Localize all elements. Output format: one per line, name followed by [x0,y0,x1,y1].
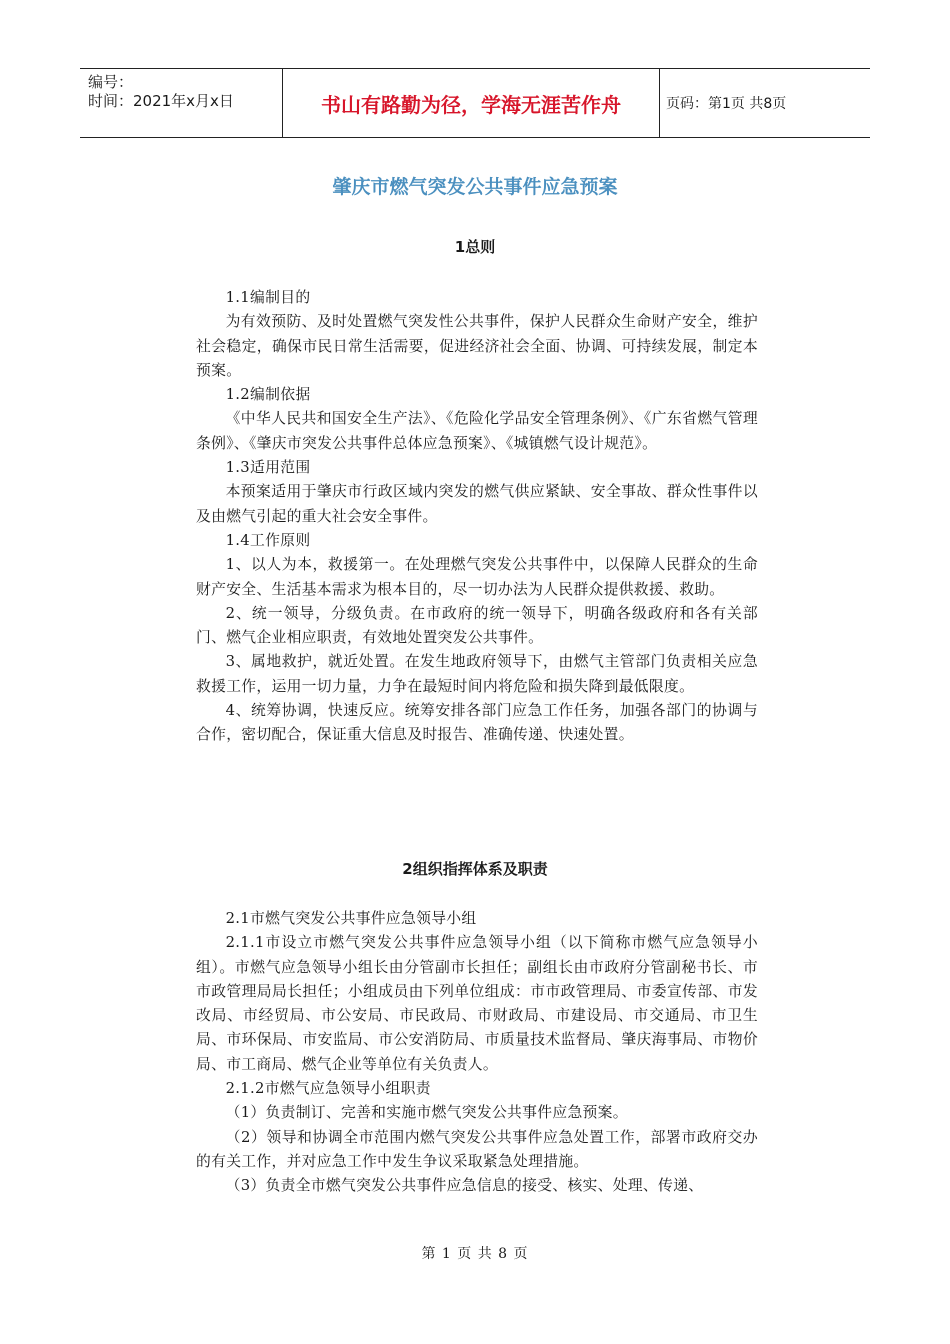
page-footer: 第 1 页 共 8 页 [421,1246,529,1262]
paragraph: 《中华人民共和国安全生产法》、《危险化学品安全管理条例》、《广东省燃气管理条例》、《肇庆市突发公共事件总体应急预案》、《城镇燃气设计规范》。 [196,410,758,452]
paragraph: （2）领导和协调全市范围内燃气突发公共事件应急处置工作，部署市政府交办的有关工作，并对应急工作中发生争议采取紧急处理措施。 [196,1128,758,1170]
number-label: 编号： [88,73,134,91]
paragraph: 1、以人为本，救援第一。在处理燃气突发公共事件中，以保障人民群众的生命财产安全、生活基本需求为根本目的，尽一切办法为人民群众提供救援、救助。 [196,556,758,598]
paragraph: 为有效预防、及时处置燃气突发性公共事件，保护人民群众生命财产安全，维护社会稳定，确保市民日常生活需要，促进经济社会全面、协调、可持续发展，制定本预案。 [196,313,758,379]
page-header [80,68,870,138]
header-page-label: 页码：第1页 共8页 [666,96,787,112]
subheading-1-1: 1.1编制目的 [225,289,311,306]
header-meta [80,69,280,141]
paragraph: 3、属地救护，就近处置。在发生地政府领导下，由燃气主管部门负责相关应急救援工作，运用一切力量，力争在最短时间内将危险和损失降到最低限度。 [196,653,758,695]
header-motto: 书山有路勤为径，学海无涯苦作舟 [282,69,660,137]
paragraph: 2.1.1市设立市燃气突发公共事件应急领导小组（以下简称市燃气应急领导小组）。市燃气应急领导小组长由分管副市长担任；副组长由市政府分管副秘书长、市市政管理局局长担任；小组成员由下列单位组成：市市政管理局、市委宣传部、市发改局、市经贸局、市公安局、市民政局、市财政局、市建设局、市交通局、市卫生局、市环保局、市安监局、市公安消防局、市质量技术监督局、肇庆海事局、市物价局、市工商局、燃气企业等单位有关负责人。 [196,934,758,1073]
paragraph: 4、统筹协调，快速反应。统筹安排各部门应急工作任务，加强各部门的协调与合作，密切配合，保证重大信息及时报告、准确传递、快速处置。 [196,702,758,744]
paragraph: （1）负责制订、完善和实施市燃气突发公共事件应急预案。 [225,1104,628,1122]
subheading-1-3: 1.3适用范围 [225,459,311,477]
subheading-2-1: 2.1市燃气突发公共事件应急领导小组 [225,910,477,927]
section-heading-2: 2组织指挥体系及职责 [402,860,548,878]
subheading-1-2: 1.2编制依据 [225,386,311,404]
document-title: 肇庆市燃气突发公共事件应急预案 [332,176,618,198]
paragraph: 2、统一领导，分级负责。在市政府的统一领导下，明确各级政府和各有关部门、燃气企业相应职责，有效地处置突发公共事件。 [196,604,758,647]
section-body-1 [196,286,758,748]
section-heading-1: 1总则 [454,238,496,256]
paragraph: （3）负责全市燃气突发公共事件应急信息的接受、核实、处理、传递、 [225,1177,704,1195]
section-body-2 [196,907,758,1199]
subheading-1-4: 1.4工作原则 [225,531,311,549]
subheading-2-1-2: 2.1.2市燃气应急领导小组职责 [225,1080,431,1098]
paragraph: 本预案适用于肇庆市行政区域内突发的燃气供应紧缺、安全事故、群众性事件以及由燃气引起的重大社会安全事件。 [196,483,758,525]
date-label: 时间：2021年x月x日 [88,92,234,110]
